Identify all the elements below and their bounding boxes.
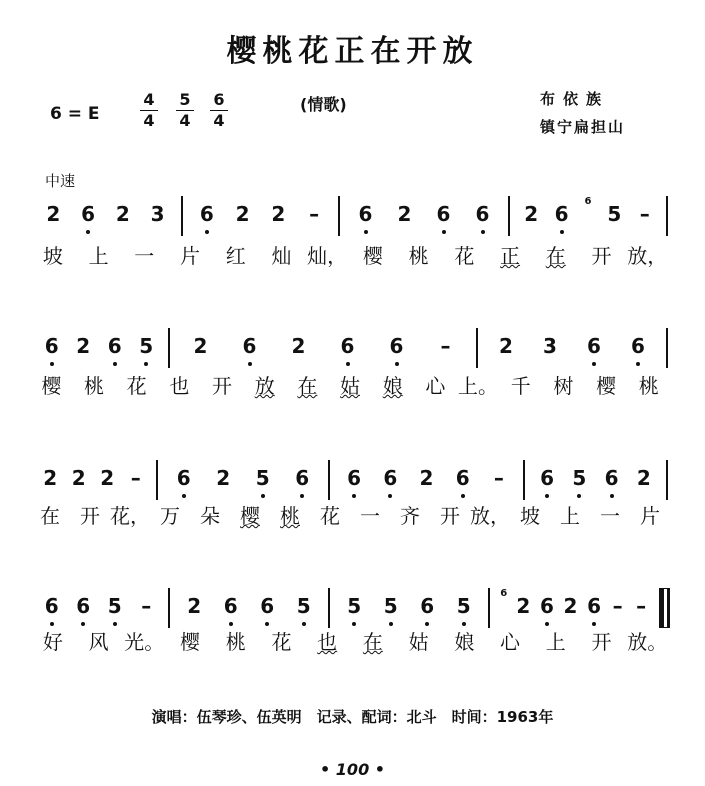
ts-numerator: 5 [179,90,191,109]
note: 2 [397,202,412,226]
lyric-syllable: 开 [591,630,612,654]
page-number: • 100 • [320,760,385,779]
lyric-syllable: 上 [88,244,109,268]
dash-extension: – [141,594,152,618]
note: 3 [150,202,165,226]
note: 6 [539,588,555,618]
lyric-syllable: 放， [470,504,510,528]
note: 6 [475,196,491,226]
lyric-syllable: 在 [545,244,566,268]
lyrics-line-3 [30,500,670,529]
time-signature [210,90,228,131]
measure [340,196,510,236]
dash-extension: – [612,594,623,618]
lyric-syllable: 放， [627,244,668,268]
note: 2 [193,334,208,358]
note: 6 [455,460,471,490]
lyric-syllable: 树 [553,374,574,398]
song-title: 樱桃花正在开放 [226,34,479,69]
lyric-syllable: 在 [297,374,318,398]
lyric-syllable: 灿 [271,244,292,268]
lyric-syllable: 桃 [225,630,246,654]
lyric-syllable: 花 [271,630,292,654]
note: 5 [571,460,587,490]
ts-numerator: 6 [213,90,225,109]
lyric-syllable: 娘 [382,374,403,398]
note: 6 [554,196,570,226]
lyric-syllable: 一 [134,244,155,268]
credits: 演唱：伍琴珍、伍英明 记录、配词：北斗 时间：1963年 [151,708,554,726]
measure [158,460,330,500]
measure [330,460,525,500]
note: 6 [389,328,405,358]
lyrics-line-2 [30,370,670,399]
dash-extension: – [130,466,141,490]
dash-extension: – [309,202,320,226]
ts-denominator: 4 [210,110,228,131]
note: 5 [346,588,362,618]
lyric-syllable: 桃 [408,244,429,268]
lyric-syllable: 红 [225,244,246,268]
time-signature [140,90,158,131]
note: 2 [71,466,86,490]
lyric-syllable: 心 [500,630,521,654]
dash-extension: – [639,202,650,226]
lyrics-line-1 [30,240,670,269]
lyric-syllable: 娘 [454,630,475,654]
measure [525,460,668,500]
note: 6 [242,328,258,358]
lyric-syllable: 开 [440,504,460,528]
note: 6 [346,460,362,490]
ts-numerator: 4 [143,90,155,109]
measure [30,196,183,236]
note: 6 [107,328,123,358]
note: 2 [115,202,130,226]
measure [490,588,664,628]
staff-line-3 [30,460,670,504]
lyric-syllable: 灿， [307,244,348,268]
note: 2 [187,594,202,618]
lyric-syllable: 上。 [458,374,499,398]
lyric-syllable: 花， [110,504,150,528]
note: 2 [43,466,58,490]
lyric-syllable: 樱 [240,504,260,528]
note: 6 [630,328,646,358]
measure [170,328,478,368]
note: 6 [358,196,374,226]
tempo-marking: 中速 [45,172,76,190]
note: 2 [636,466,651,490]
lyric-syllable: 心 [425,374,446,398]
lyric-syllable: 好 [42,630,63,654]
measure [510,196,668,236]
lyric-syllable: 放。 [627,630,668,654]
note: 2 [499,334,513,358]
note: 6 [604,460,620,490]
lyric-syllable: 千 [510,374,531,398]
note: 6 [294,460,310,490]
lyric-syllable: 上 [545,630,566,654]
lyric-syllable: 放 [254,374,275,398]
note: 6 [382,460,398,490]
note: 6 [419,588,435,618]
ethnic-group: 布依族 [540,90,610,108]
ts-denominator: 4 [176,110,194,131]
note: 6 [176,460,192,490]
grace-note: 6 [500,588,508,599]
lyric-syllable: 桃 [638,374,659,398]
lyric-syllable: 也 [169,374,190,398]
lyric-syllable: 花 [126,374,147,398]
note: 5 [296,588,312,618]
lyric-syllable: 风 [88,630,109,654]
measure [30,588,170,628]
dash-extension: – [636,594,647,618]
lyric-syllable: 坡 [42,244,63,268]
lyric-syllable: 片 [180,244,201,268]
lyric-syllable: 姑 [408,630,429,654]
note: 6 [539,460,555,490]
genre-label: (情歌) [300,95,347,114]
lyric-syllable: 正 [500,244,521,268]
grace-note: 6 [584,196,592,207]
lyric-syllable: 樱 [362,244,383,268]
note: 5 [383,588,399,618]
measure [330,588,490,628]
note: 6 [340,328,356,358]
measure [183,196,340,236]
lyric-syllable: 桃 [84,374,104,398]
time-signature [176,90,194,131]
lyric-syllable: 齐 [400,504,420,528]
note: 2 [291,334,306,358]
lyric-syllable: 一 [360,504,380,528]
lyric-syllable: 花 [320,504,340,528]
note: 2 [516,594,531,618]
note: 3 [543,334,557,358]
place-of-origin: 镇宁扁担山 [540,118,626,136]
lyric-syllable: 光。 [124,630,165,654]
note: 6 [259,588,275,618]
note: 6 [586,328,602,358]
note: 6 [199,196,215,226]
lyric-syllable: 樱 [41,374,62,398]
note: 2 [563,594,578,618]
lyric-syllable: 樱 [596,374,617,398]
key-signature: 6 = E [50,104,100,124]
note: 5 [456,588,472,618]
note: 6 [44,328,60,358]
staff-line-1 [30,196,670,240]
lyric-syllable: 花 [454,244,475,268]
lyric-syllable: 万 [160,504,180,528]
lyric-syllable: 开 [80,504,100,528]
lyric-syllable: 在 [40,504,60,528]
staff-line-2 [30,328,670,372]
lyric-syllable: 上 [560,504,580,528]
note: 6 [586,588,602,618]
note: 2 [46,202,61,226]
lyric-syllable: 姑 [340,374,361,398]
note: 5 [107,588,123,618]
note: 5 [607,202,622,226]
note: 6 [44,588,60,618]
note: 2 [216,466,231,490]
note: 2 [100,466,115,490]
note: 6 [80,196,96,226]
lyric-syllable: 在 [362,630,383,654]
lyric-syllable: 朵 [200,504,220,528]
lyrics-line-4 [30,626,670,655]
note: 6 [436,196,452,226]
lyric-syllable: 桃 [280,504,300,528]
note: 2 [524,202,539,226]
note: 5 [138,328,154,358]
note: 2 [419,466,434,490]
measure [170,588,330,628]
lyric-syllable: 开 [212,374,233,398]
ts-denominator: 4 [140,110,158,131]
note: 5 [255,460,271,490]
note: 2 [76,334,91,358]
note: 2 [271,202,286,226]
note: 6 [75,588,91,618]
measure [30,328,170,368]
lyric-syllable: 樱 [180,630,201,654]
lyric-syllable: 一 [600,504,620,528]
lyric-syllable: 开 [591,244,612,268]
dash-extension: – [440,334,451,358]
dash-extension: – [493,466,504,490]
lyric-syllable: 也 [317,630,338,654]
measure [478,328,668,368]
note: 6 [223,588,239,618]
measure [30,460,158,500]
lyric-syllable: 片 [640,504,660,528]
lyric-syllable: 坡 [520,504,540,528]
note: 2 [235,202,250,226]
